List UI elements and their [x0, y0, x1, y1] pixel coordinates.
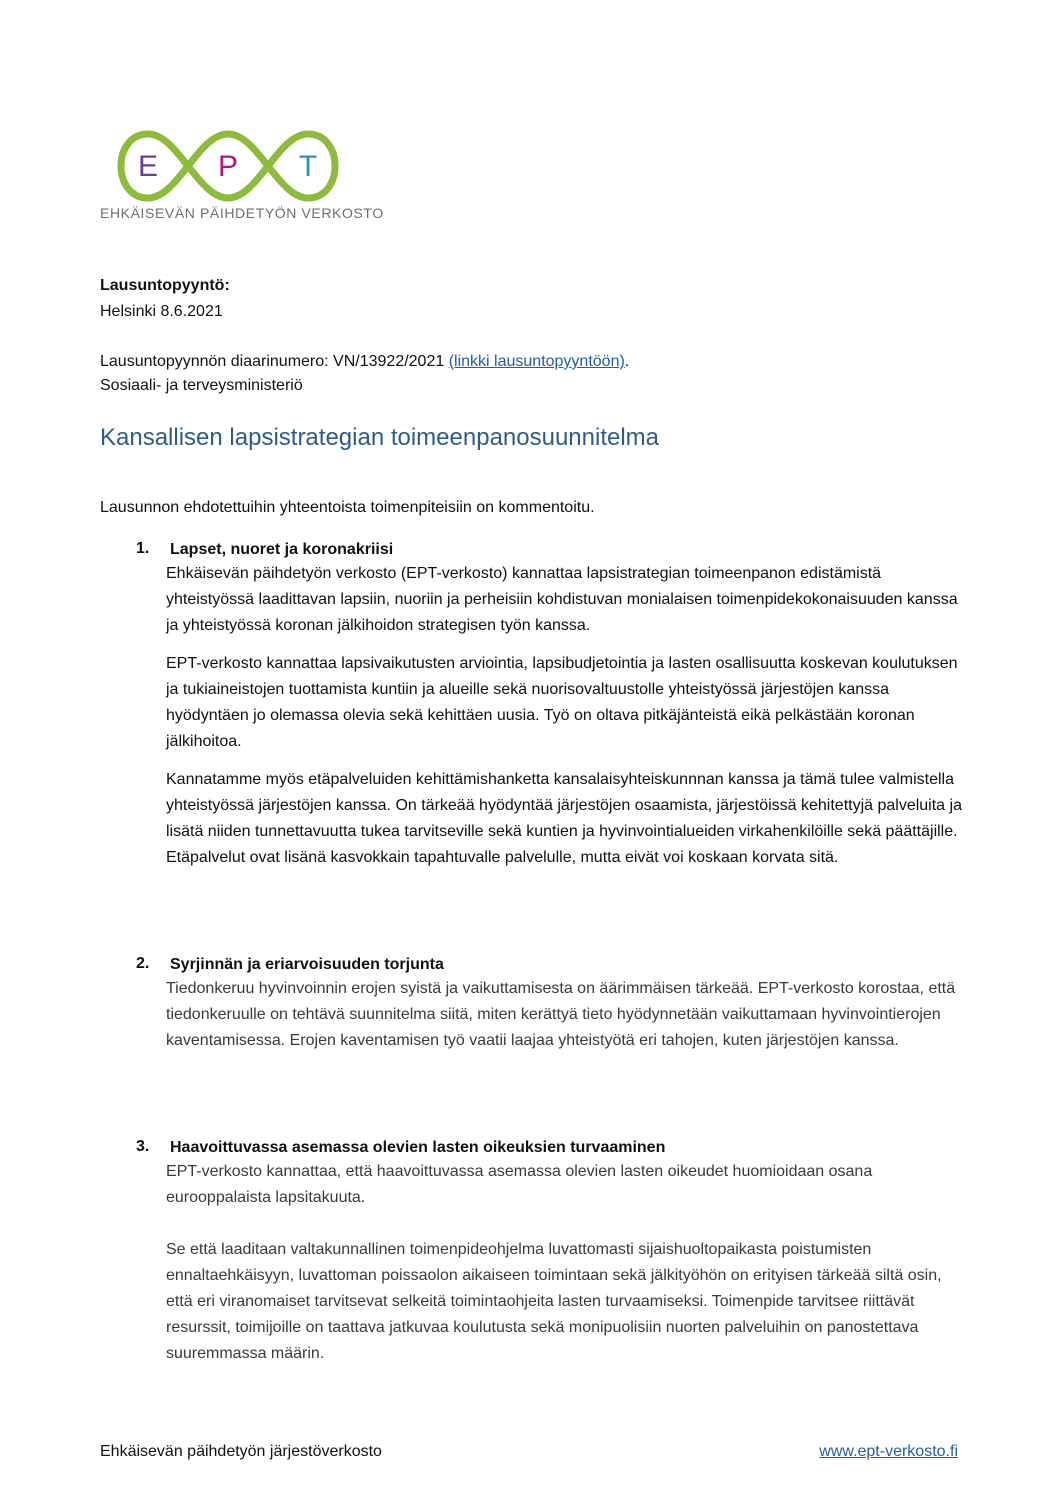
footer-website-link[interactable]: www.ept-verkosto.fi — [819, 1443, 958, 1460]
intro-text: Lausunnon ehdotettuihin yhteentoista toimenpiteisiin on kommentoitu. — [100, 499, 595, 516]
section-heading: Syrjinnän ja eriarvoisuuden torjunta — [170, 956, 444, 973]
section-paragraph: EPT-verkosto kannattaa, että haavoittuvassa asemassa olevien lasten oikeudet huomioidaan osana eurooppalaista lapsitakuuta. — [166, 1163, 873, 1206]
logo-letter-t: T — [298, 150, 318, 183]
logo-letter-e: E — [137, 150, 159, 183]
diary-number-text: Lausuntopyynnön diaarinumero: VN/13922/2021 — [100, 353, 449, 370]
place-date: Helsinki 8.6.2021 — [100, 303, 223, 320]
document-title: Kansallisen lapsistrategian toimeenpanosuunnitelma — [100, 424, 660, 451]
logo-letter-p: P — [217, 150, 239, 183]
statement-request-link[interactable]: (linkki lausuntopyyntöön) — [448, 353, 625, 370]
footer-organization: Ehkäisevän päihdetyön järjestöverkosto — [100, 1443, 382, 1460]
section-heading: Haavoittuvassa asemassa olevien lasten oikeuksien turvaaminen — [170, 1139, 666, 1156]
ept-logo-graphic — [100, 126, 368, 206]
section-number: 2. — [136, 955, 150, 972]
section-paragraph: Tiedonkeruu hyvinvoinnin erojen syistä ja vaikuttamisesta on äärimmäisen tärkeää. EPT-verkosto korostaa, että tiedonkeruulle on tehtävä suunnitelma siitä, miten kerättyä tieto hyödynnetään vaikuttamaan hyvinvointierojen kaventamisessa. Erojen kaventamisen työ vaatii laajaa yhteistyötä eri tahojen, kuten järjestöjen kanssa. — [166, 980, 956, 1049]
section-number: 3. — [136, 1138, 150, 1155]
diary-number-suffix: . — [624, 353, 630, 370]
section-number: 1. — [136, 540, 150, 557]
section-paragraph: Kannatamme myös etäpalveluiden kehittämishanketta kansalaisyhteiskunnnan kanssa ja tämä tulee valmistella yhteistyössä järjestöjen kanssa. On tärkeää hyödyntää järjestöjen osaamista, järjestöissä kehitettyjä palveluita ja lisätä niiden tunnettavuutta tukea tarvitseville sekä kuntien ja hyvinvointialueiden virkahenkilöille sekä päättäjille. Etäpalvelut ovat lisänä kasvokkain tapahtuvalle palvelulle, mutta eivät voi koskaan korvata sitä. — [166, 771, 962, 866]
section-heading: Lapset, nuoret ja koronakriisi — [170, 541, 394, 558]
section-paragraph: Ehkäisevän päihdetyön verkosto (EPT-verkosto) kannattaa lapsistrategian toimeenpanon edistämistä yhteistyössä laadittavan lapsiin, nuoriin ja perheisiin kohdistuvan monialaisen toimenpidekokonaisuuden kanssa ja yhteistyössä koronan jälkihoidon strategisen työn kanssa. — [166, 565, 958, 634]
diary-number-line — [100, 352, 629, 372]
section-paragraph: EPT-verkosto kannattaa lapsivaikutusten arviointia, lapsibudjetointia ja lasten osallisuutta koskevan koulutuksen ja tukiaineistojen tuottamista kuntiin ja alueille sekä nuorisovaltuustolle yhteistyössä järjestöjen kanssa hyödyntäen jo olemassa olevia sekä kehittäen uusia. Työ on oltava pitkäjänteistä eikä pelkästään koronan jälkihoitoa. — [166, 655, 958, 750]
ministry-name: Sosiaali- ja terveysministeriö — [100, 377, 303, 394]
request-label: Lausuntopyyntö: — [100, 277, 230, 294]
logo-caption: EHKÄISEVÄN PÄIHDETYÖN VERKOSTO — [100, 205, 384, 221]
section-paragraph: Se että laaditaan valtakunnallinen toimenpideohjelma luvattomasti sijaishuoltopaikasta poistumisten ennaltaehkäisyyn, luvattoman poissaolon aikaiseen toimintaan sekä jälkityöhön on erityisen tärkeää siltä osin, että eri viranomaiset tarvitsevat selkeitä toimintaohjeita lasten turvaamiseksi. Toimenpide tarvitsee riittävät resurssit, toimijoille on taattava jatkuvaa koulutusta sekä monipuolisiin nuorten palveluihin on panostettava suuremmassa määrin. — [166, 1241, 942, 1362]
